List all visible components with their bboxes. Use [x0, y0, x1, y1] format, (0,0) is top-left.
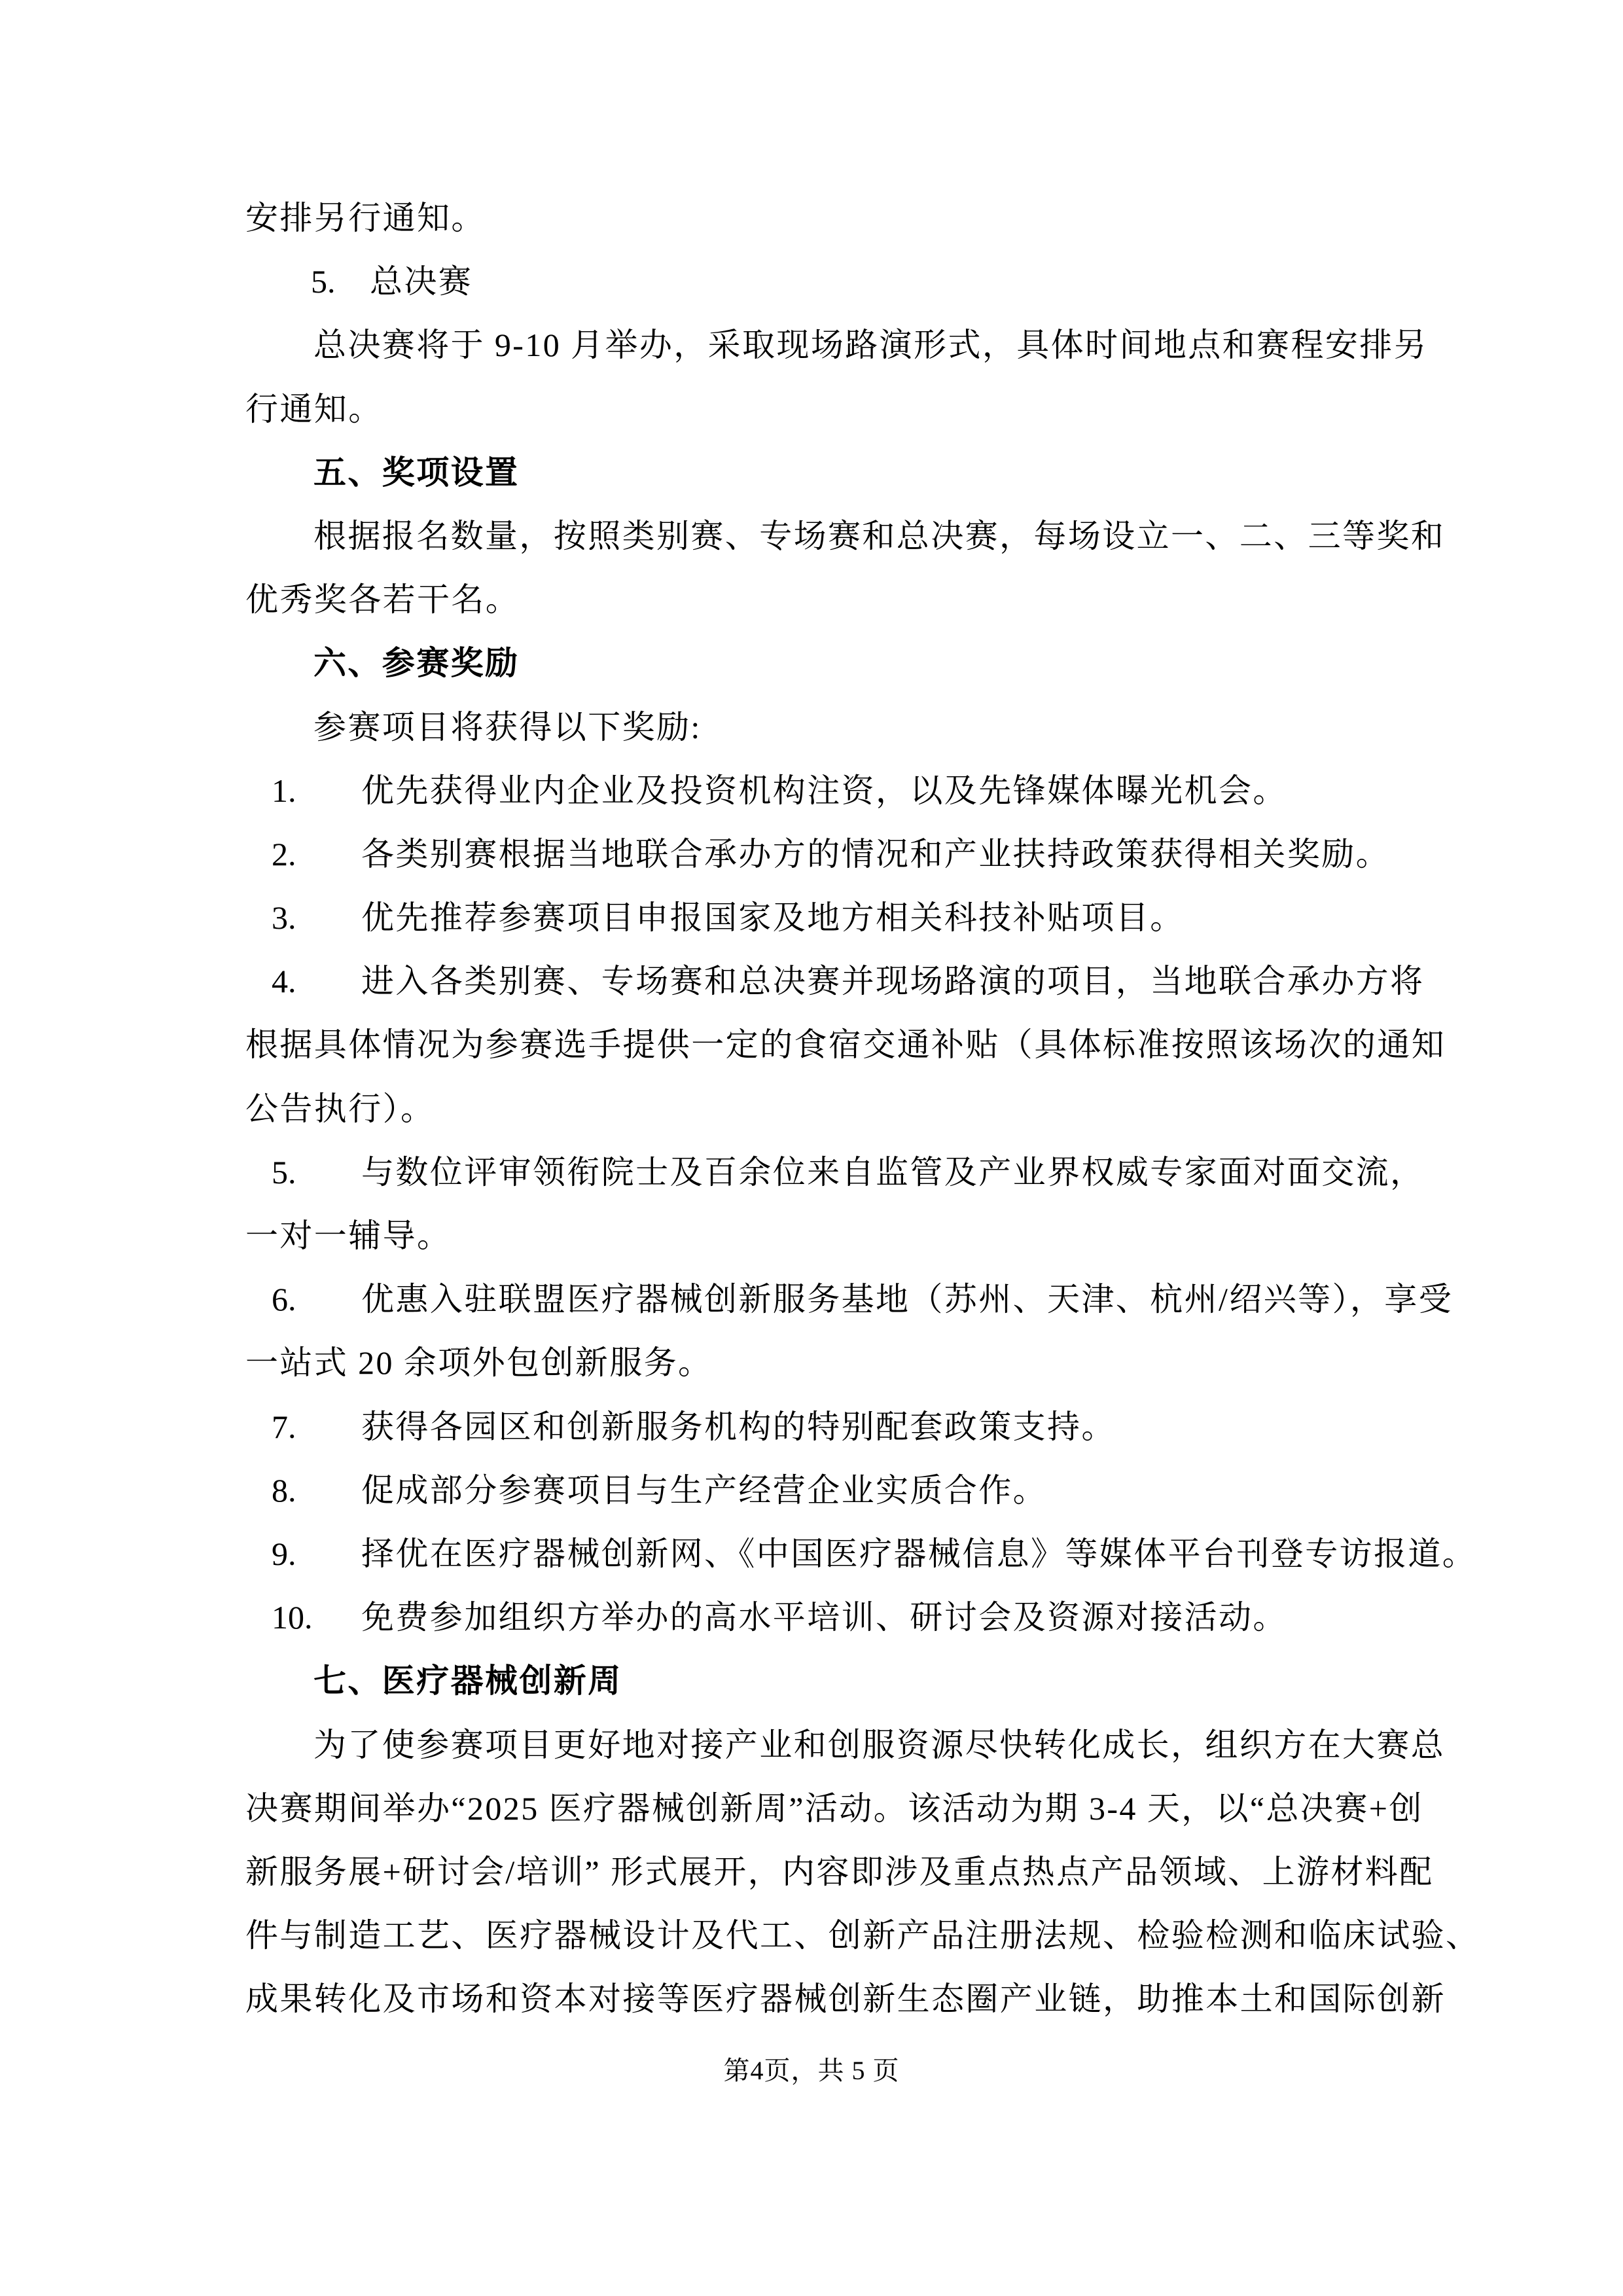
list-item-text: 优先获得业内企业及投资机构注资，以及先锋媒体曝光机会。 [361, 772, 1287, 809]
page-footer [0, 2056, 1623, 2085]
list-item [245, 823, 1397, 886]
continuation-line: 行通知。 [245, 390, 383, 427]
list-item-text: 获得各园区和创新服务机构的特别配套政策支持。 [361, 1408, 1116, 1445]
continuation-line: 决赛期间举办“2025 医疗器械创新周”活动。该活动为期 3-4 天，以“总决赛+创 [245, 1789, 1423, 1827]
list-item-text: 择优在医疗器械创新网、《中国医疗器械信息》等媒体平台刊登专访报道。 [361, 1535, 1477, 1572]
page-number-text: 第4页，共 5 页 [723, 2056, 900, 2085]
list-item-text: 免费参加组织方举办的高水平培训、研讨会及资源对接活动。 [361, 1599, 1287, 1636]
list-item [245, 1395, 1397, 1459]
continuation-line: 成果转化及市场和资本对接等医疗器械创新生态圈产业链，助推本土和国际创新 [245, 1981, 1446, 2018]
list-item [245, 1586, 1397, 1649]
list-item-text: 总决赛 [370, 263, 473, 300]
list-number: 10. [272, 1599, 313, 1636]
list-item-text: 优先推荐参赛项目申报国家及地方相关科技补贴项目。 [361, 899, 1185, 937]
paragraph-first-line: 总决赛将于 9-10 月举办，采取现场路演形式，具体时间地点和赛程安排另 [313, 327, 1429, 364]
paragraph-first-line: 为了使参赛项目更好地对接产业和创服资源尽快转化成长，组织方在大赛总 [313, 1726, 1446, 1763]
section-heading: 七、医疗器械创新周 [313, 1662, 622, 1700]
continuation-line: 公告执行）。 [245, 1090, 435, 1127]
list-item-text: 各类别赛根据当地联合承办方的情况和产业扶持政策获得相关奖励。 [361, 835, 1390, 872]
list-number: 9. [272, 1535, 296, 1572]
continuation-line: 根据具体情况为参赛选手提供一定的食宿交通补贴（具体标准按照该场次的通知 [245, 1026, 1446, 1064]
list-number: 8. [272, 1471, 296, 1509]
list-item [245, 250, 1397, 314]
list-item-text: 促成部分参赛项目与生产经营企业实质合作。 [361, 1471, 1047, 1509]
list-number: 6. [272, 1281, 296, 1318]
section-heading: 五、奖项设置 [313, 454, 520, 491]
list-item [245, 1141, 1425, 1204]
paragraph-first-line: 参赛项目将获得以下奖励: [313, 708, 702, 745]
continuation-line: 一对一辅导。 [245, 1217, 452, 1254]
list-item [245, 1522, 1477, 1586]
list-number: 5. [311, 263, 336, 300]
section-heading: 六、参赛奖励 [313, 645, 520, 682]
continuation-line: 件与制造工艺、医疗器械设计及代工、创新产品注册法规、检验检测和临床试验、 [245, 1917, 1480, 1954]
list-item [245, 759, 1397, 823]
list-number: 4. [272, 963, 296, 1000]
list-item-text: 进入各类别赛、专场赛和总决赛并现场路演的项目，当地联合承办方将 [361, 963, 1425, 1000]
list-item-text: 与数位评审领衔院士及百余位来自监管及产业界权威专家面对面交流， [361, 1153, 1425, 1191]
continuation-line: 一站式 20 余项外包创新服务。 [245, 1344, 713, 1382]
list-item [245, 1459, 1397, 1522]
continuation-line: 新服务展+研讨会/培训” 形式展开，内容即涉及重点热点产品领域、上游材料配 [245, 1853, 1434, 1890]
list-number: 1. [272, 772, 296, 809]
list-number: 7. [272, 1408, 296, 1445]
paragraph-first-line: 根据报名数量，按照类别赛、专场赛和总决赛，每场设立一、二、三等奖和 [313, 517, 1446, 554]
continuation-line: 优秀奖各若干名。 [245, 581, 520, 619]
list-item-text: 优惠入驻联盟医疗器械创新服务基地（苏州、天津、杭州/绍兴等），享受 [361, 1281, 1454, 1318]
list-item [245, 950, 1425, 1013]
page-body [245, 187, 1480, 2031]
list-number: 3. [272, 899, 296, 937]
list-number: 2. [272, 835, 296, 872]
list-item [245, 886, 1397, 950]
list-number: 5. [272, 1153, 296, 1191]
continuation-line: 安排另行通知。 [245, 200, 486, 236]
list-item [245, 1268, 1454, 1331]
